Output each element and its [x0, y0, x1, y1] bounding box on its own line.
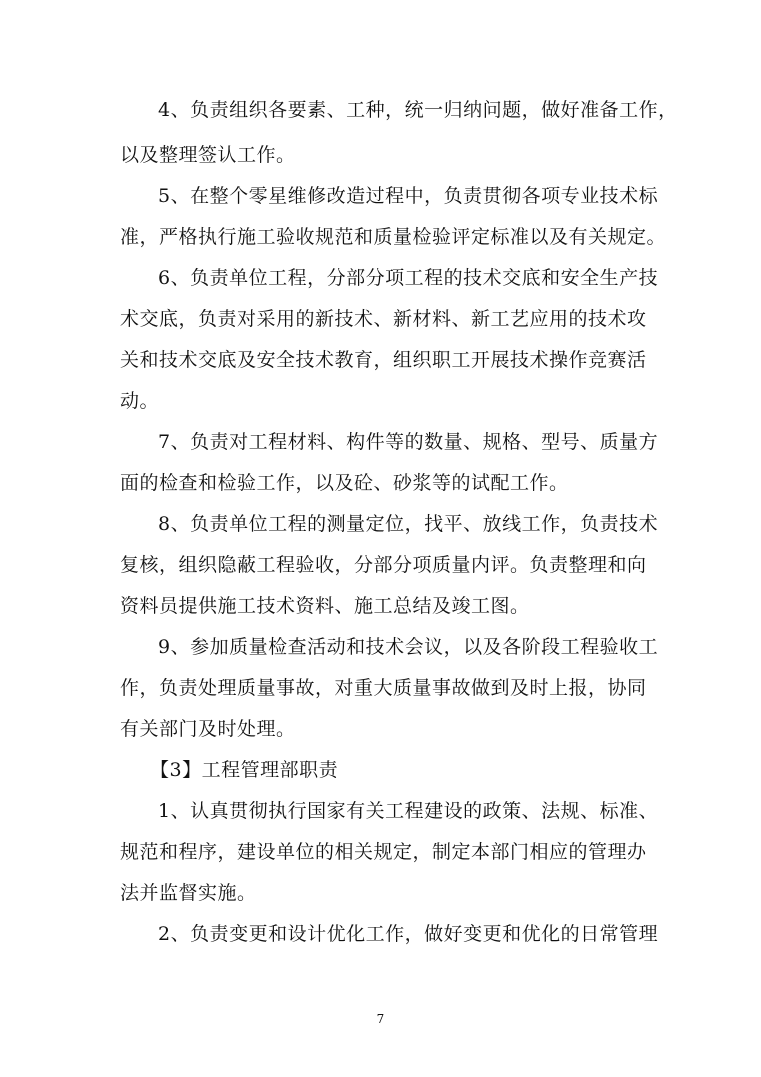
paragraph-7-line-2: 面的检查和检验工作，以及砼、砂浆等的试配工作。 — [120, 472, 569, 494]
paragraph-6-line-1: 6、负责单位工程，分部分项工程的技术交底和安全生产技 — [158, 267, 659, 289]
paragraph-5-line-1: 5、在整个零星维修改造过程中，负责贯彻各项专业技术标 — [158, 185, 659, 207]
paragraph-7-line-1: 7、负责对工程材料、构件等的数量、规格、型号、质量方 — [158, 431, 659, 453]
paragraph-9-line-1: 9、参加质量检查活动和技术会议，以及各阶段工程验收工 — [158, 636, 659, 658]
paragraph-4-line-1: 4、负责组织各要素、工种，统一归纳问题，做好准备工作， — [158, 99, 678, 121]
paragraph-5-line-2: 准，严格执行施工验收规范和质量检验评定标准以及有关规定。 — [120, 226, 667, 248]
paragraph-8-line-2: 复核，组织隐蔽工程验收，分部分项质量内评。负责整理和向 — [120, 554, 647, 576]
paragraph-6-line-2: 术交底，负责对采用的新技术、新材料、新工艺应用的技术攻 — [120, 308, 647, 330]
paragraph-8-line-1: 8、负责单位工程的测量定位，找平、放线工作，负责技术 — [158, 513, 659, 535]
paragraph-1-line-3: 法并监督实施。 — [120, 882, 257, 904]
paragraph-1-line-1: 1、认真贯彻执行国家有关工程建设的政策、法规、标准、 — [158, 800, 659, 822]
paragraph-6-line-3: 关和技术交底及安全技术教育，组织职工开展技术操作竞赛活 — [120, 349, 647, 371]
paragraph-6-line-4: 动。 — [120, 390, 160, 412]
paragraph-4-line-2: 以及整理签认工作。 — [120, 144, 296, 166]
paragraph-9-line-3: 有关部门及时处理。 — [120, 718, 296, 740]
section-heading-engineering-management: 【3】工程管理部职责 — [150, 759, 339, 781]
paragraph-2-line-1: 2、负责变更和设计优化工作，做好变更和优化的日常管理 — [158, 923, 659, 945]
page-number: 7 — [376, 1012, 385, 1026]
paragraph-1-line-2: 规范和程序，建设单位的相关规定，制定本部门相应的管理办 — [120, 841, 647, 863]
paragraph-8-line-3: 资料员提供施工技术资料、施工总结及竣工图。 — [120, 595, 530, 617]
paragraph-9-line-2: 作，负责处理质量事故，对重大质量事故做到及时上报，协同 — [120, 677, 647, 699]
